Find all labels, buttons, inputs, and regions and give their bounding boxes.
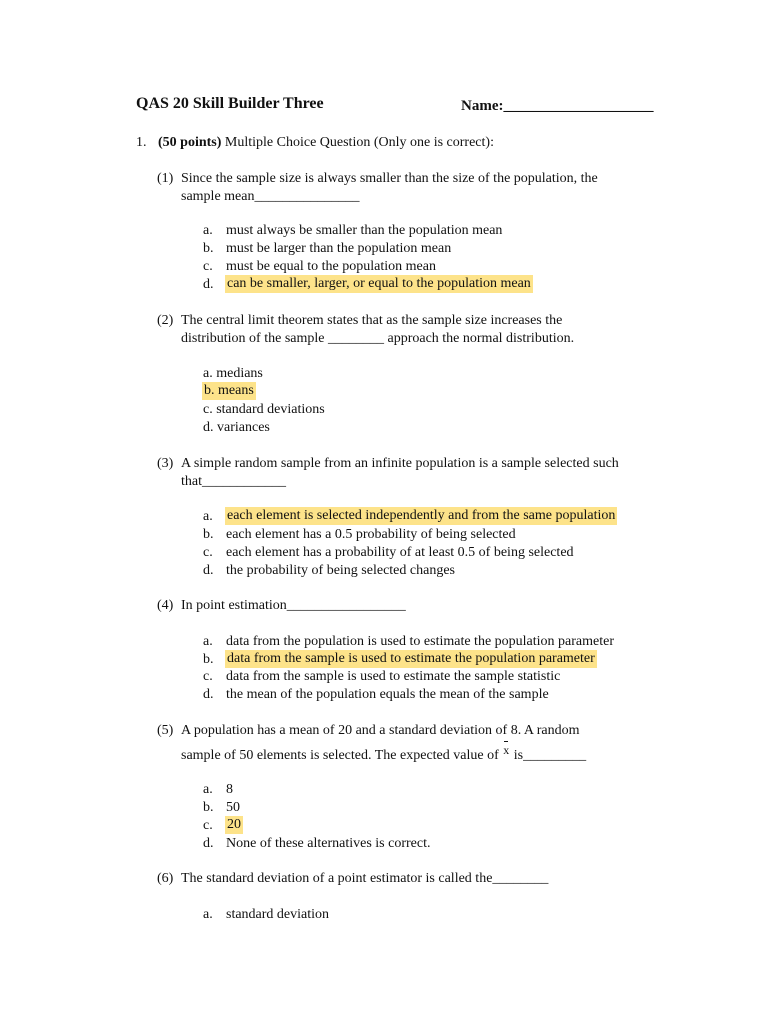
q1-option-a-text: must always be smaller than the population mean — [226, 223, 503, 238]
q3-option-a-letter: a. — [203, 509, 213, 524]
name-field-label: Name:____________________ — [461, 98, 654, 114]
q5-stem-line1: A population has a mean of 20 and a standard deviation of 8. A random — [181, 723, 580, 738]
q3-option-b-text: each element has a 0.5 probability of being selected — [226, 527, 516, 542]
q6-option-a-letter: a. — [203, 907, 213, 922]
q2-option-d: d. variances — [203, 420, 270, 435]
points-label: (50 points) — [158, 135, 222, 150]
q2-stem-line1: The central limit theorem states that as the sample size increases the — [181, 313, 563, 328]
q4-option-d-text: the mean of the population equals the mean of the sample — [226, 687, 549, 702]
q1-number: (1) — [157, 171, 174, 186]
q6-number: (6) — [157, 871, 174, 886]
q3-option-c-letter: c. — [203, 545, 213, 560]
q2-stem-line2: distribution of the sample ________ approach the normal distribution. — [181, 331, 575, 346]
x-bar-symbol: x — [503, 743, 510, 757]
q1-stem-line2: sample mean_______________ — [181, 189, 360, 204]
q5-option-a-letter: a. — [203, 782, 213, 797]
q1-option-d-letter: d. — [203, 277, 214, 292]
q5-option-d-letter: d. — [203, 836, 214, 851]
q5-option-a-text: 8 — [226, 782, 233, 797]
q1-option-a-letter: a. — [203, 223, 213, 238]
q2-option-c: c. standard deviations — [203, 402, 325, 417]
q5-option-c-letter: c. — [203, 818, 213, 833]
q5-stem-line2-post: is_________ — [510, 748, 587, 763]
question-number: 1. — [136, 135, 147, 150]
q1-stem-line1: Since the sample size is always smaller than the size of the population, the — [181, 171, 598, 186]
document-title: QAS 20 Skill Builder Three — [136, 95, 324, 112]
q5-option-b-text: 50 — [226, 800, 240, 815]
q1-option-c-text: must be equal to the population mean — [226, 259, 436, 274]
q1-option-d-text-highlighted: can be smaller, larger, or equal to the population mean — [227, 276, 531, 291]
q3-option-b-letter: b. — [203, 527, 214, 542]
q4-option-b-text-highlighted: data from the sample is used to estimate the population parameter — [227, 651, 595, 666]
q5-stem-line2-pre: sample of 50 elements is selected. The expected value of — [181, 748, 503, 763]
q4-number: (4) — [157, 598, 174, 613]
q4-stem-line1: In point estimation_________________ — [181, 598, 406, 613]
q3-option-d-text: the probability of being selected changes — [226, 563, 455, 578]
q4-option-a-text: data from the population is used to estimate the population parameter — [226, 634, 615, 649]
q6-stem-line1: The standard deviation of a point estimator is called the________ — [181, 871, 549, 886]
q3-stem-line2: that____________ — [181, 474, 286, 489]
q2-option-b-highlighted: b. means — [204, 383, 254, 398]
q2-number: (2) — [157, 313, 174, 328]
q4-option-b-letter: b. — [203, 652, 214, 667]
q3-option-d-letter: d. — [203, 563, 214, 578]
question-instruction — [158, 134, 494, 152]
q5-stem-line2 — [181, 743, 587, 765]
q6-option-a-text: standard deviation — [226, 907, 330, 922]
q5-option-c-text-highlighted: 20 — [227, 817, 241, 832]
q5-option-d-text: None of these alternatives is correct. — [226, 836, 431, 851]
q4-option-d-letter: d. — [203, 687, 214, 702]
q2-option-a: a. medians — [203, 366, 263, 381]
q5-option-b-letter: b. — [203, 800, 214, 815]
q3-option-a-text-highlighted: each element is selected independently and from the same population — [227, 508, 616, 523]
q1-option-b-letter: b. — [203, 241, 214, 256]
q1-option-c-letter: c. — [203, 259, 213, 274]
q4-option-a-letter: a. — [203, 634, 213, 649]
q3-stem-line1: A simple random sample from an infinite population is a sample selected such — [181, 456, 619, 471]
instruction-text: Multiple Choice Question (Only one is correct): — [224, 135, 494, 150]
q5-number: (5) — [157, 723, 174, 738]
q3-option-c-text: each element has a probability of at least 0.5 of being selected — [226, 545, 574, 560]
q4-option-c-text: data from the sample is used to estimate the sample statistic — [226, 669, 561, 684]
q4-option-c-letter: c. — [203, 669, 213, 684]
q3-number: (3) — [157, 456, 174, 471]
q1-option-b-text: must be larger than the population mean — [226, 241, 452, 256]
